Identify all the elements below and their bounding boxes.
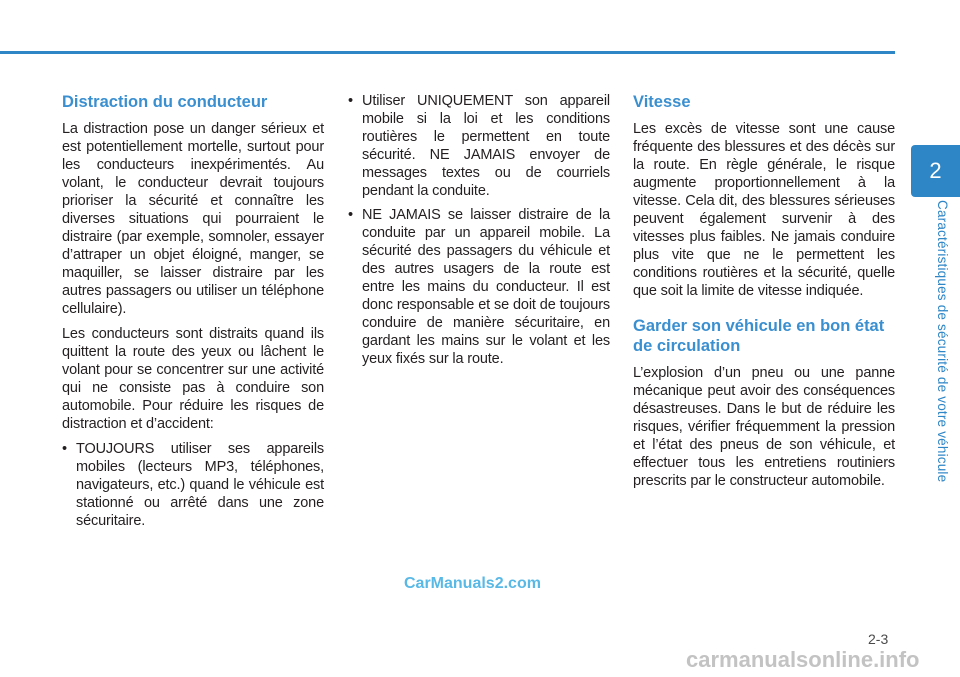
list-item: • Utiliser UNIQUEMENT son appareil mobile si la loi et les conditions routières le permettent en toute sécurité. NE JAMAIS envoyer de messages textes ou de courriels pendant la conduite. xyxy=(348,92,610,200)
paragraph: La distraction pose un danger sérieux et est potentiellement mortelle, surtout pour les conducteurs inexpérimentés. Au volant, le conducteur devrait toujours prioriser la sécurité et connaître les diverses situations qui pourraient le distraire (par exemple, somnoler, essayer d’attraper un objet éloigné, manger, se maquiller, se laisser distraire par les autres passagers ou utiliser un téléphone cellulaire). xyxy=(62,121,324,317)
page-number: 2-3 xyxy=(868,631,889,647)
bullet-list xyxy=(62,440,324,530)
watermark-logo[interactable]: CarManuals2.com xyxy=(404,575,541,592)
column-3 xyxy=(633,92,895,497)
section-heading-entretien: Garder son véhicule en bon état de circulation xyxy=(633,317,885,355)
list-item: • NE JAMAIS se laisser distraire de la conduite par un appareil mobile. La sécurité des passagers du véhicule et des autres usagers de la route est entre les mains du conducteur. Il est donc responsable et se doit de toujours conduire de manière sécuritaire, en gardant les mains sur le volant et les yeux fixés sur la route. xyxy=(348,206,610,368)
list-item: • TOUJOURS utiliser ses appareils mobiles (lecteurs MP3, téléphones, navigateurs, etc.) quand le véhicule est stationné ou arrêté dans une zone sécuritaire. xyxy=(62,440,324,530)
paragraph: Les conducteurs sont distraits quand ils quittent la route des yeux ou lâchent le volant pour se concentrer sur une activité qui ne consiste pas à conduire son automobile. Pour réduire les risques de distraction et d’accident: xyxy=(62,326,324,432)
header-rule xyxy=(0,51,895,54)
paragraph: Les excès de vitesse sont une cause fréquente des blessures et des décès sur la route. En règle générale, le risque augmente proportionnellement à la vitesse. Cela dit, des blessures sérieuses peuvent également survenir à des vitesses plus faibles. Ne jamais conduire plus vite que ne le permettent les conditions routières et la sécurité, quelle que soit la limite de vitesse indiquée. xyxy=(633,121,895,299)
section-heading-distraction: Distraction du conducteur xyxy=(62,93,268,111)
bullet-list xyxy=(348,92,610,368)
section-heading-vitesse: Vitesse xyxy=(633,93,691,111)
paragraph: L’explosion d’un pneu ou une panne mécanique peut avoir des conséquences désastreuses. Dans le but de réduire les risques, vérifier fréquemment la pression et l’état des pneus de son véhicule, et effectuer tous les entretiens routiniers prescrits par le constructeur automobile. xyxy=(633,365,895,489)
column-2 xyxy=(348,92,610,374)
column-1 xyxy=(62,92,324,536)
chapter-tab: 2 xyxy=(911,145,960,197)
site-watermark: carmanualsonline.info xyxy=(686,647,920,672)
chapter-title: Caractéristiques de sécurité de votre véhicule xyxy=(935,200,950,483)
